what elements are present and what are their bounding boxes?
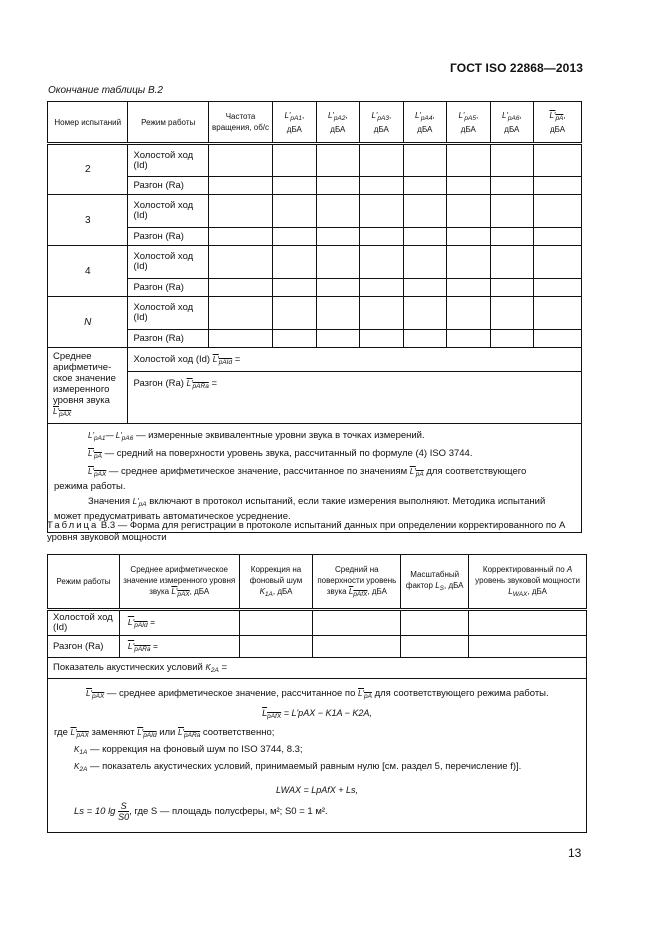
test-number: 4 [48,246,128,297]
col-header-background-correction: Коррекция на фоновый шум $K_{1A}$, дБА [239,555,313,610]
col-header-lpa2: $L'_{pA2}$, дБА [316,102,360,144]
cell[interactable] [316,246,360,279]
table-b3-explanations: $L'_{pAX}$ — среднее арифметическое значение, рассчитанное по $L'_{pA}$ для соответствующего режима работы. $L_{pAfX} = L'pAX - K1A - K2A$, где $L'_{pAX}$ заменяют $L'_{pAId}$ или $L'_{pARa}$ соответственно; $K_{1A}$ — коррекция на фоновый шум по ISO 3744, 8.3; $K_{2A}$ — показатель акустических условий, принимаемый равным нулю [см. раздел 5, перечисление f)]. LWAX = LpAfX + Ls, Ls = 10 lg $\frac{S}{S0}$ , где S — площадь полусферы, м²; S0 = 1 м². [48,679,587,833]
cell[interactable] [401,636,469,658]
cell[interactable] [534,177,582,195]
cell[interactable] [360,297,404,330]
cell[interactable] [360,144,404,177]
mode-accel: Разгон (Ra) [128,228,208,246]
mode-idle: Холостой ход (Id) [48,610,120,636]
mode-accel: Разгон (Ra) [48,636,120,658]
table-b3-title: Таблица В.3 — Форма для регистрации в протоколе испытаний данных при определении корректированного по А уровня звуковой мощности [47,520,566,543]
cell[interactable] [208,195,272,228]
cell[interactable] [490,279,534,297]
cell[interactable] [273,279,317,297]
cell[interactable] [403,177,447,195]
cell[interactable] [403,297,447,330]
cell[interactable] [403,144,447,177]
cell[interactable] [447,279,491,297]
col-header-test-number: Номер испытаний [48,102,128,144]
cell[interactable] [273,297,317,330]
mode-idle: Холостой ход (Id) [128,297,208,330]
cell[interactable] [316,279,360,297]
cell[interactable] [208,228,272,246]
cell[interactable] [490,144,534,177]
cell[interactable] [447,228,491,246]
table-b2-notes: $L'_{pA1}—$ $L'_{pA6}$ — измеренные эквивалентные уровни звука в точках измерений. $L'_{pA}$ — средний на поверхности уровень звука, рассчитанный по формуле (4) ISO 3744. $L'_{pAX}$ — среднее арифметическое значение, рассчитанное по значениям $L'_{pA}$ для соответствующего режима работы. Значения $L'_{pA}$ включают в протокол испытаний, если такие измерения выполняют. Методика испытаний может предусматривать автоматическое усреднение. [48,424,582,533]
formula-surface-level: $L_{pAfX} = L'pAX - K1A - K2A$, [262,708,372,720]
cell[interactable] [313,610,401,636]
col-header-lpa6: $L'_{pA6}$, дБА [490,102,534,144]
table-row [48,297,582,330]
col-header-lpa4: $L'_{pA4}$, дБА [403,102,447,144]
cell[interactable] [403,195,447,228]
col-header-scale-factor: Масштабный фактор $L_S$, дБА [401,555,469,610]
mode-idle: Холостой ход (Id) [128,195,208,228]
cell[interactable] [469,610,587,636]
table-row [48,610,587,636]
cell[interactable] [239,610,313,636]
table-row [48,195,582,228]
cell[interactable] [403,228,447,246]
cell[interactable] [447,330,491,348]
col-header-rotation-speed: Частота вращения, об/с [208,102,272,144]
col-header-surface-level: Средний на поверхности уровень звука $L_{pAfX}$, дБА [313,555,401,610]
cell[interactable] [360,228,404,246]
cell[interactable] [534,330,582,348]
k2a-field[interactable]: Показатель акустических условий $K_{2A}$ = [48,658,587,679]
cell[interactable] [273,195,317,228]
cell[interactable] [447,195,491,228]
cell[interactable] [534,279,582,297]
col-header-lpa5: $L'_{pA5}$, дБА [447,102,491,144]
cell[interactable] [360,246,404,279]
explanations-row [48,679,587,833]
k2a-row [48,658,587,679]
cell[interactable] [360,177,404,195]
cell[interactable] [273,246,317,279]
average-idle[interactable]: Холостой ход (Id) $L'_{pAId}$ = [128,348,582,372]
cell[interactable] [273,144,317,177]
cell[interactable] [403,330,447,348]
mode-idle: Холостой ход (Id) [128,144,208,177]
table-row [48,279,582,297]
cell[interactable] [403,246,447,279]
table-row [48,246,582,279]
col-header-mode: Режим работы [128,102,208,144]
document-code: ГОСТ ISO 22868—2013 [450,61,583,75]
table-row [48,636,587,658]
notes-row [48,424,582,533]
test-number: N [48,297,128,348]
cell[interactable] [469,636,587,658]
table-b2-caption: Окончание таблицы В.2 [48,85,163,96]
cell[interactable] [490,228,534,246]
test-number: 3 [48,195,128,246]
cell[interactable] [273,228,317,246]
cell[interactable] [490,195,534,228]
col-header-lpa1: $L'_{pA1}$, дБА [273,102,317,144]
cell[interactable] [490,177,534,195]
cell[interactable] [534,144,582,177]
col-header-lpa3: $L'_{pA3}$, дБА [360,102,404,144]
cell[interactable] [447,144,491,177]
cell[interactable] [316,177,360,195]
cell[interactable] [534,246,582,279]
lpax-symbol: $L'_{pAX}$ [53,407,72,418]
cell[interactable] [447,297,491,330]
average-accel[interactable]: Разгон (Ra) $L'_{pARa}$ = [128,372,582,424]
formula-sound-power: LWAX = LpAfX + Ls, [275,785,359,795]
mode-idle: Холостой ход (Id) [128,246,208,279]
table-row [48,330,582,348]
cell[interactable] [208,246,272,279]
cell[interactable] [273,177,317,195]
cell[interactable] [360,195,404,228]
cell[interactable] [360,330,404,348]
col-header-mean-level: Среднее арифметическое значение измеренного уровня звука $L'_{pAX}$, дБА [119,555,239,610]
mode-accel: Разгон (Ra) [128,279,208,297]
col-header-lpa-avg: $L'_{pA}$, дБА [534,102,582,144]
table-row [48,228,582,246]
cell[interactable] [447,246,491,279]
mean-level-idle[interactable]: $L'_{pAId}$ = [119,610,239,636]
test-number: 2 [48,144,128,195]
cell[interactable] [401,610,469,636]
cell[interactable] [273,330,317,348]
cell[interactable] [534,297,582,330]
cell[interactable] [490,297,534,330]
mode-accel: Разгон (Ra) [128,177,208,195]
cell[interactable] [360,279,404,297]
cell[interactable] [208,330,272,348]
cell[interactable] [208,279,272,297]
cell[interactable] [316,297,360,330]
table-b3 [47,554,587,833]
average-row-idle [48,348,582,372]
mean-level-accel[interactable]: $L'_{pARa}$ = [119,636,239,658]
cell[interactable] [403,279,447,297]
cell[interactable] [208,177,272,195]
cell[interactable] [313,636,401,658]
cell[interactable] [534,195,582,228]
cell[interactable] [490,246,534,279]
cell[interactable] [208,144,272,177]
cell[interactable] [316,228,360,246]
page-number: 13 [568,846,582,860]
table-b2 [47,101,582,533]
average-label: Среднее арифметиче-ское значение измеренного уровня звука $L'_{pAX}$ [48,348,128,424]
mode-accel: Разгон (Ra) [128,330,208,348]
cell[interactable] [534,228,582,246]
col-header-corrected-power: Корректированный по A уровень звуковой мощности $L_{WAX}$, дБА [469,555,587,610]
cell[interactable] [239,636,313,658]
cell[interactable] [316,195,360,228]
col-header-mode: Режим работы [48,555,120,610]
average-row-accel [48,372,582,424]
cell[interactable] [316,330,360,348]
formula-scale-factor: Ls = 10 lg $\frac{S}{S0}$ , где S — площадь полусферы, м²; S0 = 1 м². [74,801,328,822]
cell[interactable] [316,144,360,177]
table-row [48,177,582,195]
cell[interactable] [447,177,491,195]
table-row [48,144,582,177]
cell[interactable] [208,297,272,330]
cell[interactable] [490,330,534,348]
